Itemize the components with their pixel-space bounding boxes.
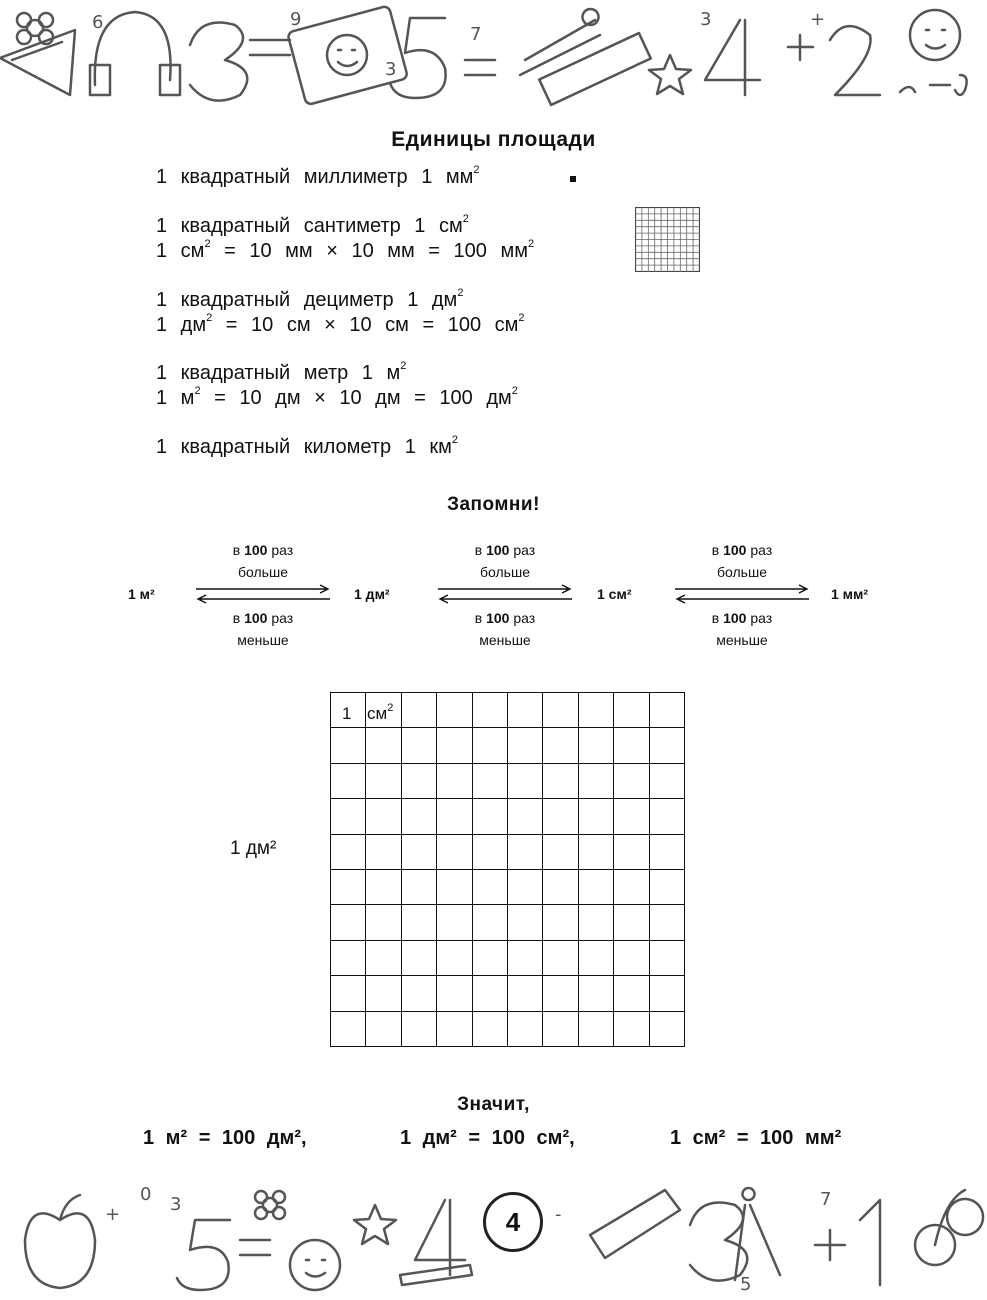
grid-cell	[331, 976, 366, 1011]
grid-cell	[437, 869, 472, 904]
grid-cell	[331, 940, 366, 975]
dm-definition: 1 квадратный дециметр 1 $дм^2$	[156, 287, 464, 311]
grid-cell	[578, 799, 613, 834]
number-2-icon	[830, 26, 880, 95]
grid-row	[331, 763, 685, 798]
grid-cell	[472, 763, 507, 798]
ruler-triangle-icon	[0, 30, 75, 95]
grid-cell	[543, 905, 578, 940]
grid-row	[331, 728, 685, 763]
grid-cell	[401, 905, 436, 940]
grid-cell	[543, 976, 578, 1011]
svg-text:6: 6	[92, 12, 104, 33]
number-3-icon	[690, 1203, 747, 1281]
grid-cell	[649, 799, 684, 834]
number-1-icon	[860, 1200, 880, 1285]
grid-row	[331, 976, 685, 1011]
grid-row	[331, 869, 685, 904]
grid-cell	[649, 905, 684, 940]
unit-cm2: 1 см²	[597, 586, 632, 602]
grid-cell	[578, 940, 613, 975]
svg-text:9: 9	[290, 9, 302, 30]
svg-text:3: 3	[170, 1194, 182, 1215]
grid-row	[331, 940, 685, 975]
plus-icon	[815, 1230, 845, 1260]
unit-m2: 1 м²	[128, 586, 155, 602]
grid-cell	[614, 728, 649, 763]
grid-cell	[507, 728, 542, 763]
number-4-icon	[415, 1200, 465, 1275]
grid-cell	[472, 905, 507, 940]
grid-cell	[614, 905, 649, 940]
grid-cell	[366, 976, 401, 1011]
minus-icon	[250, 40, 290, 55]
grid-cell	[614, 834, 649, 869]
grid-cell	[614, 976, 649, 1011]
flower-icon	[255, 1191, 285, 1219]
grid-cell	[437, 799, 472, 834]
pencil-icon	[400, 1265, 472, 1285]
number-3-icon	[190, 23, 247, 101]
arrows-cm2-mm2	[675, 583, 809, 605]
grid-cell	[578, 834, 613, 869]
grid-cell	[437, 834, 472, 869]
page-title: Единицы площади	[391, 128, 596, 151]
dm-equation: 1 $дм^2 = 10$ см × 10 см = 100 $см^2$	[156, 312, 525, 336]
grid-cell	[543, 940, 578, 975]
grid-cell	[366, 869, 401, 904]
equals-icon	[465, 60, 495, 75]
grid-cell	[578, 976, 613, 1011]
grid-cell	[366, 834, 401, 869]
grid-cell	[543, 834, 578, 869]
grid-cell	[401, 728, 436, 763]
more-label: в 100 раз больше	[711, 542, 773, 580]
kid-face-icon	[910, 10, 960, 60]
grid-cell	[507, 869, 542, 904]
grid-cell	[366, 940, 401, 975]
grid-cell	[614, 940, 649, 975]
compass-icon	[520, 9, 600, 75]
grid-cell	[649, 763, 684, 798]
cell-unit: $см^2$	[367, 702, 394, 723]
grid-cell	[649, 940, 684, 975]
headphones-icon	[90, 12, 180, 95]
grid-cell	[543, 799, 578, 834]
grid-cell	[543, 1011, 578, 1046]
grid-cell	[472, 1011, 507, 1046]
m-definition: 1 квадратный метр 1 $м^2$	[156, 360, 407, 384]
grid-cell	[472, 728, 507, 763]
grid-cell	[401, 940, 436, 975]
grid-cell	[543, 728, 578, 763]
grid-cell	[401, 763, 436, 798]
grid-cell	[649, 976, 684, 1011]
square-cm-sample	[635, 207, 700, 272]
grid-cell	[472, 693, 507, 728]
grid-cell	[543, 869, 578, 904]
grid-cell	[507, 976, 542, 1011]
grid-cell	[401, 1011, 436, 1046]
conclusion-eq-3: 1 см² = 100 мм²	[670, 1127, 842, 1149]
grid-cell	[614, 869, 649, 904]
grid-cell	[401, 834, 436, 869]
m-equation: 1 $м^2 = 10$ дм × 10 дм = 100 $дм^2$	[156, 385, 518, 409]
grid-cell	[331, 869, 366, 904]
grid-cell	[578, 728, 613, 763]
more-label: в 100 раз больше	[474, 542, 536, 580]
svg-text:3: 3	[385, 59, 397, 80]
grid-row	[331, 905, 685, 940]
grid-cell	[578, 1011, 613, 1046]
cell-number: 1	[342, 704, 352, 723]
grid-cell	[472, 940, 507, 975]
banknote-icon	[287, 6, 408, 106]
grid-cell	[366, 1011, 401, 1046]
grid-cell	[578, 693, 613, 728]
conclusion-title: Значит,	[457, 1094, 530, 1115]
remember-title: Запомни!	[447, 494, 540, 515]
grid-cell	[437, 976, 472, 1011]
grid-cell	[401, 693, 436, 728]
grid-cell	[401, 799, 436, 834]
more-label: в 100 раз больше	[232, 542, 294, 580]
grid-cell	[437, 763, 472, 798]
grid-label: 1 дм²	[230, 838, 277, 859]
grid-cell	[507, 1011, 542, 1046]
grid-cell	[507, 763, 542, 798]
top-decorative-border	[0, 0, 987, 112]
grid-cell	[437, 1011, 472, 1046]
grid-cell	[437, 940, 472, 975]
cm-definition: 1 квадратный сантиметр 1 $см^2$	[156, 213, 469, 237]
conclusion-eq-2: 1 дм² = 100 см²,	[400, 1127, 575, 1149]
grid-cell	[331, 1011, 366, 1046]
apple-icon	[25, 1195, 95, 1288]
number-4-icon	[705, 20, 760, 95]
svg-text:7: 7	[820, 1189, 832, 1210]
grid-cell	[507, 905, 542, 940]
grid-cell	[507, 940, 542, 975]
star-icon	[649, 55, 691, 94]
number-5-icon	[390, 18, 446, 98]
grid-cell	[366, 728, 401, 763]
grid-cell	[331, 763, 366, 798]
grid-cell	[331, 905, 366, 940]
grid-cell	[507, 834, 542, 869]
grid-cell	[649, 869, 684, 904]
svg-text:+: +	[105, 1204, 121, 1225]
grid-cell	[401, 869, 436, 904]
svg-text:+: +	[810, 9, 826, 30]
square-mm-sample	[570, 176, 576, 182]
star-icon	[354, 1205, 396, 1244]
grid-cell	[614, 1011, 649, 1046]
km-definition: 1 квадратный километр 1 $км^2$	[156, 434, 459, 458]
cm-equation: 1 $см^2 = 10$ мм × 10 мм = 100 $мм^2$	[156, 238, 535, 262]
equals-icon	[240, 1240, 270, 1255]
kid-face-icon	[290, 1240, 340, 1290]
grid-cell	[507, 693, 542, 728]
grid-cell	[472, 799, 507, 834]
ruler-icon	[539, 33, 651, 105]
svg-text:7: 7	[470, 24, 482, 45]
grid-row	[331, 799, 685, 834]
grid-cell	[401, 976, 436, 1011]
grid-cell	[649, 834, 684, 869]
grid-cell	[437, 905, 472, 940]
grid-cell	[366, 905, 401, 940]
mm-definition: 1 квадратный миллиметр 1 $мм^2$	[156, 164, 480, 188]
arrows-dm2-cm2	[438, 583, 572, 605]
arrows-m2-dm2	[196, 583, 330, 605]
svg-text:5: 5	[740, 1274, 752, 1295]
grid-cell	[649, 693, 684, 728]
grid-cell	[472, 869, 507, 904]
grid-cell	[437, 693, 472, 728]
less-label: в 100 раз меньше	[711, 610, 773, 648]
grid-cell	[649, 728, 684, 763]
less-label: в 100 раз меньше	[474, 610, 536, 648]
grid-cell	[472, 834, 507, 869]
compass-icon	[735, 1188, 780, 1280]
dm2-grid	[330, 692, 685, 1047]
svg-text:-: -	[555, 1204, 562, 1225]
grid-cell	[578, 763, 613, 798]
grid-cell	[543, 763, 578, 798]
ruler-icon	[590, 1190, 680, 1258]
grid-cell	[472, 976, 507, 1011]
grid-cell	[649, 1011, 684, 1046]
plus-icon	[788, 35, 813, 60]
less-label: в 100 раз меньше	[232, 610, 294, 648]
grid-cell	[543, 693, 578, 728]
grid-cell	[578, 905, 613, 940]
grid-cell	[614, 763, 649, 798]
svg-text:3: 3	[700, 9, 712, 30]
svg-text:0: 0	[140, 1184, 152, 1205]
grid-cell	[366, 799, 401, 834]
grid-cell	[578, 869, 613, 904]
grid-cell	[507, 799, 542, 834]
grid-cell	[331, 728, 366, 763]
grid-cell	[614, 799, 649, 834]
grid-cell	[366, 763, 401, 798]
grid-row	[331, 834, 685, 869]
grid-cell	[614, 693, 649, 728]
unit-mm2: 1 мм²	[831, 586, 869, 602]
smiley-icon	[327, 35, 367, 75]
cherry-icon	[915, 1190, 983, 1265]
grid-cell	[331, 834, 366, 869]
conclusion-eq-1: 1 м² = 100 дм²,	[143, 1127, 307, 1149]
unit-dm2: 1 дм²	[354, 586, 390, 602]
number-5-icon	[177, 1220, 230, 1290]
page-number: 4	[483, 1192, 543, 1252]
grid-cell	[331, 799, 366, 834]
grid-cell	[437, 728, 472, 763]
grid-row	[331, 1011, 685, 1046]
